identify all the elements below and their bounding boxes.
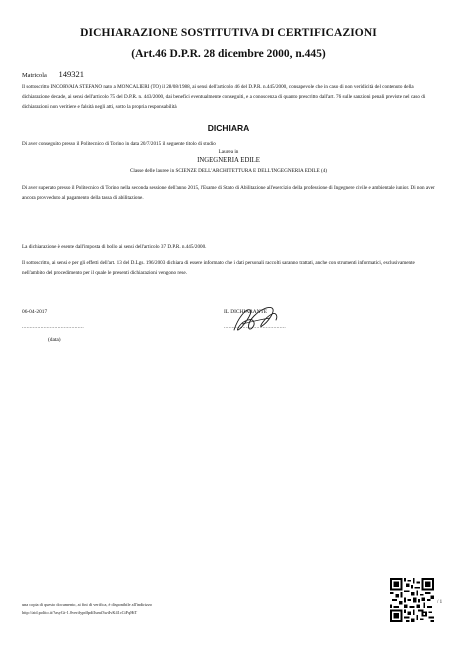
qr-code-icon [390,578,434,622]
esame-paragraph: Di aver superato presso il Politecnico di Torino nella seconda sessione dell'anno 2015, l'Esame di Stato di Abilitazione all'esercizio della professione di Ingegnere civile e ambientale iunior. Di non aver ancora provveduto al pagamento della tassa di abilitazione. [22,185,435,202]
document-title: DICHIARAZIONE SOSTITUTIVA DI CERTIFICAZIONI [80,27,377,39]
laurea-label: Laurea in [218,149,239,155]
declarant-label: IL DICHIARANTE [224,309,268,315]
footer-verify-note: una copia di questo documento, ai fini di verifica, è disponibile all'indirizzo [22,602,153,607]
degree-class: Classe delle lauree in SCIENZE DELL'ARCHITETTURA E DELL'INGEGNERIA EDILE (4) [129,168,328,174]
signature-date: 06-04-2017 [22,309,48,315]
page-number: / 1 [437,600,443,605]
declarant-dotted-line: ........................................ [224,324,286,330]
date-caption: (data) [48,337,61,343]
date-dotted-line: ........................................ [22,324,84,330]
matricola-label: Matricola [22,72,47,79]
bollo-paragraph: La dichiarazione è esente dall'imposta di bollo ai sensi dell'articolo 37 D.P.R. n.445/2000. [22,244,207,250]
degree-name: INGEGNERIA EDILE [197,157,260,164]
intro-paragraph: Il sottoscritto INCORVAIA STEFANO nato a MONCALIERI (TO) il 28/08/1988, ai sensi dell'articolo 46 del D.P.R. n.445/2000, consapevole che in caso di non veridicità del contenuto della dichiarazione decade, ai sensi dell'articolo 75 del D.P.R. n. 443/2000, dai benefici eventualmente conseguiti, e a conoscenza di quanto prescritto dall'art. 76 sulle sanzioni penali previste nel caso di dichiarazioni non veritiere e falsità negli atti, sotto la propria responsabilità [22,84,426,111]
dichiara-heading: DICHIARA [207,123,250,133]
matricola-value: 149321 [58,69,84,79]
handwritten-signature [228,300,284,336]
footer-verify-url[interactable]: http://aid.polito.it/?asyGt-1.0verifypdfpdfJumf3wtIvK41cCtFqHtT [22,610,138,615]
matricola-row [22,69,84,79]
privacy-paragraph: Il sottoscritto, ai sensi e per gli effetti dell'art. 13 del D.Lgs. 196/2003 dichiara di essere informato che i dati personali raccolti saranno trattati, anche con strumenti informatici, esclusivamente nell'ambito del procedimento per il quale le presenti dichiarazioni vengono rese. [22,260,415,277]
conseguito-paragraph: Di aver conseguito presso il Politecnico di Torino in data 20/7/2015 il seguente titolo di studio [22,141,216,147]
document-subtitle: (Art.46 D.P.R. 28 dicembre 2000, n.445) [131,48,326,60]
